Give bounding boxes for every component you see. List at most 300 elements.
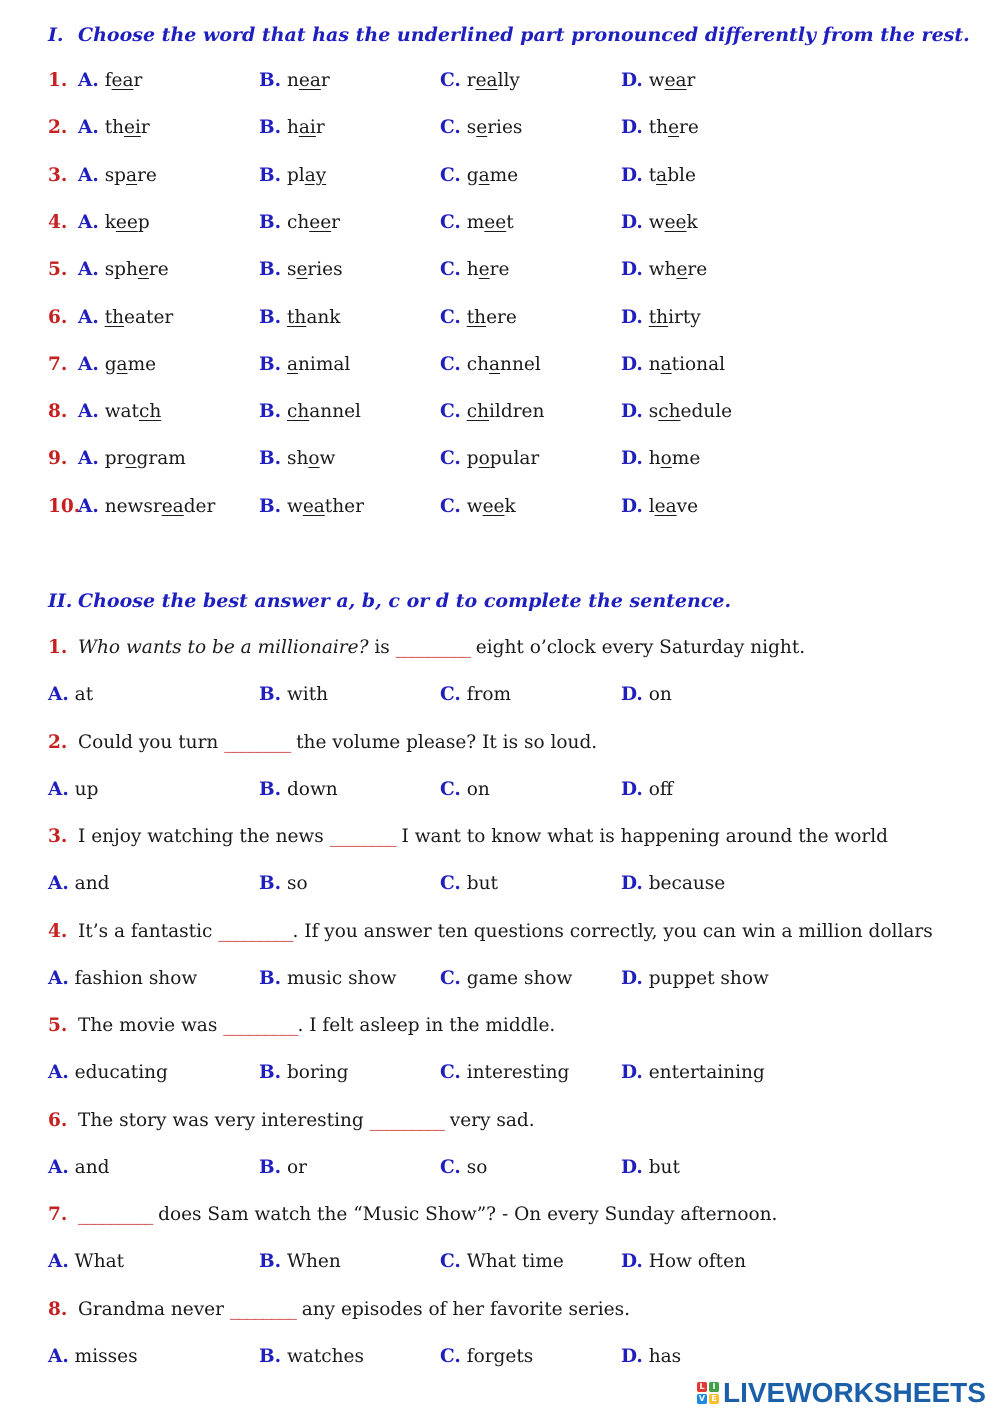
answer-option[interactable]	[440, 401, 544, 422]
option-letter: C.	[440, 211, 461, 233]
answer-option[interactable]	[440, 1346, 533, 1367]
answer-option[interactable]	[48, 1157, 109, 1178]
question-number: 5.	[48, 259, 68, 281]
logo-mark-l: L	[697, 1382, 707, 1392]
option-text: so	[460, 1156, 488, 1178]
option-letter: C.	[440, 117, 461, 139]
question-row	[0, 117, 1000, 147]
option-letter: A.	[78, 117, 99, 139]
answer-option[interactable]	[621, 401, 732, 422]
question-after: very sad.	[443, 1109, 535, 1131]
option-letter: A.	[78, 495, 99, 517]
underlined-part: ee	[664, 211, 687, 233]
question-row	[0, 401, 1000, 431]
answer-option[interactable]	[440, 165, 518, 186]
option-letter: B.	[259, 353, 282, 375]
logo-mark-icon	[697, 1382, 719, 1404]
option-text: and	[68, 1156, 110, 1178]
option-text: has	[642, 1345, 682, 1367]
option-text-post: pular	[489, 448, 540, 470]
question-after: the volume please? It is so loud.	[290, 731, 598, 753]
question-after: I want to know what is happening around the world	[395, 826, 888, 847]
answer-option[interactable]	[440, 1062, 569, 1083]
underlined-part: ei	[124, 117, 141, 139]
option-text: from	[460, 684, 512, 706]
option-text-post: r	[315, 117, 325, 139]
question-row	[0, 165, 1000, 195]
underlined-part: o	[308, 448, 320, 470]
option-text-post: re	[679, 117, 699, 139]
answer-option[interactable]	[259, 307, 340, 328]
option-text-pre: g	[466, 164, 479, 186]
question-before: It’s a fantastic	[78, 920, 219, 942]
option-text: with	[281, 684, 329, 706]
answer-option[interactable]	[78, 448, 186, 469]
question-before: The story was very interesting	[78, 1109, 370, 1131]
option-letter: A.	[48, 1156, 69, 1178]
answer-option[interactable]	[440, 873, 498, 894]
question-number: 10.	[48, 495, 81, 517]
answer-option[interactable]	[440, 307, 517, 328]
answer-option[interactable]	[621, 259, 707, 280]
logo-text: LIVEWORKSHEETS	[723, 1377, 986, 1408]
underlined-part: ch	[466, 401, 490, 423]
option-letter: A.	[48, 778, 69, 800]
option-text-pre: wat	[104, 401, 139, 423]
answer-option[interactable]	[48, 968, 197, 989]
answer-option[interactable]	[78, 401, 161, 422]
answer-option[interactable]	[440, 117, 522, 138]
option-text-pre: s	[648, 401, 659, 423]
answer-option[interactable]	[259, 873, 308, 894]
underlined-part: e	[478, 259, 490, 281]
question-after: eight o’clock every Saturday night.	[469, 637, 806, 658]
question-before: The movie was	[78, 1015, 224, 1036]
option-text-post: t	[506, 211, 514, 233]
underlined-part: ea	[302, 495, 325, 517]
option-text-pre: m	[466, 211, 485, 233]
answer-option[interactable]	[621, 779, 673, 800]
question-row	[0, 496, 1000, 526]
answer-option[interactable]	[78, 354, 156, 375]
option-text-pre: n	[286, 70, 299, 91]
option-letter: D.	[621, 70, 643, 91]
option-text-pre: sph	[104, 259, 138, 281]
option-text-pre: newsr	[104, 495, 162, 517]
option-letter: B.	[259, 1156, 282, 1178]
underlined-part: ch	[658, 401, 681, 423]
answer-option[interactable]	[259, 117, 325, 138]
question-after: does Sam watch the “Music Show”? - On every Sunday afternoon.	[152, 1204, 778, 1225]
option-text: misses	[68, 1345, 138, 1367]
section1-roman: I.	[48, 24, 64, 46]
answer-option[interactable]	[440, 684, 511, 705]
option-text-pre: k	[104, 211, 116, 233]
option-letter: D.	[621, 401, 643, 423]
option-letter: D.	[621, 495, 643, 517]
question-text	[78, 1299, 630, 1320]
option-text-post: annel	[309, 401, 361, 423]
answer-blank[interactable]: _________	[369, 1109, 444, 1131]
option-text-pre: pr	[104, 448, 126, 470]
option-text: music show	[281, 967, 397, 989]
option-letter: C.	[440, 684, 461, 706]
question-text	[78, 1015, 555, 1036]
option-text: When	[281, 1251, 341, 1273]
answer-option[interactable]	[621, 212, 698, 233]
answer-option[interactable]	[78, 70, 142, 91]
answer-option[interactable]	[621, 684, 672, 705]
option-text-pre: p	[466, 448, 479, 470]
option-letter: B.	[259, 1345, 282, 1367]
answer-option[interactable]	[259, 70, 330, 91]
answer-blank[interactable]: _________	[78, 1204, 153, 1225]
answer-option[interactable]	[621, 448, 700, 469]
section1-heading	[48, 24, 970, 46]
option-letter: B.	[259, 1062, 282, 1084]
option-letter: A.	[78, 164, 99, 186]
question-row	[0, 212, 1000, 242]
option-text-post: ve	[676, 495, 699, 517]
option-text: puppet show	[642, 967, 769, 989]
answer-option[interactable]	[440, 1251, 564, 1272]
answer-option[interactable]	[48, 684, 93, 705]
question-row	[0, 70, 1000, 100]
answer-option[interactable]	[259, 1346, 364, 1367]
underlined-part: ee	[309, 211, 332, 233]
options-row	[0, 968, 1000, 998]
answer-option[interactable]	[259, 496, 364, 517]
underlined-part: e	[476, 117, 488, 139]
question-after: any episodes of her favorite series.	[295, 1298, 630, 1320]
option-letter: D.	[621, 1345, 643, 1367]
option-text: but	[460, 873, 498, 895]
underlined-part: a	[660, 353, 672, 375]
option-letter: C.	[440, 1251, 461, 1273]
answer-option[interactable]	[259, 684, 328, 705]
option-text-post: lly	[497, 70, 520, 91]
option-text-post: re	[489, 259, 510, 281]
option-letter: B.	[259, 211, 282, 233]
underlined-part: th	[648, 306, 669, 328]
option-letter: C.	[440, 1062, 461, 1084]
option-letter: D.	[621, 967, 643, 989]
option-text-pre: s	[466, 117, 477, 139]
option-letter: A.	[48, 684, 69, 706]
option-letter: B.	[259, 164, 282, 186]
answer-option[interactable]	[78, 259, 169, 280]
option-text-pre: h	[466, 259, 479, 281]
question-number: 1.	[48, 637, 68, 658]
options-row	[0, 1062, 1000, 1092]
answer-option[interactable]	[621, 873, 725, 894]
option-letter: D.	[621, 211, 643, 233]
option-letter: B.	[259, 70, 282, 91]
underlined-part: ay	[304, 164, 327, 186]
question-number: 1.	[48, 70, 68, 91]
answer-option[interactable]	[621, 165, 696, 186]
question-after: . I felt asleep in the middle.	[297, 1015, 556, 1036]
option-text-post: ries	[487, 117, 523, 139]
option-letter: C.	[440, 448, 461, 470]
option-letter: C.	[440, 164, 461, 186]
option-text: off	[642, 778, 673, 800]
question-text	[78, 732, 597, 753]
option-text-pre: r	[466, 70, 476, 91]
answer-option[interactable]	[48, 1251, 124, 1272]
option-letter: B.	[259, 448, 282, 470]
option-letter: C.	[440, 70, 461, 91]
option-letter: B.	[259, 306, 282, 328]
answer-blank[interactable]: ________	[224, 731, 291, 753]
option-letter: C.	[440, 259, 461, 281]
liveworksheets-logo	[697, 1378, 986, 1408]
option-text-post: ble	[667, 164, 696, 186]
answer-option[interactable]	[621, 496, 698, 517]
section1-title: Choose the word that has the underlined part pronounced differently from the rest.	[78, 24, 970, 46]
answer-blank[interactable]: _________	[395, 637, 470, 658]
option-letter: A.	[48, 1062, 69, 1084]
answer-option[interactable]	[48, 873, 109, 894]
option-letter: D.	[621, 164, 643, 186]
underlined-part: ea	[298, 70, 321, 91]
answer-option[interactable]	[440, 448, 539, 469]
question-row	[0, 637, 1000, 667]
answer-option[interactable]	[259, 1251, 341, 1272]
answer-option[interactable]	[259, 779, 338, 800]
question-row	[0, 307, 1000, 337]
answer-option[interactable]	[259, 354, 350, 375]
option-text-pre: n	[648, 353, 661, 375]
answer-option[interactable]	[78, 117, 150, 138]
option-text-pre: s	[286, 259, 297, 281]
answer-option[interactable]	[259, 968, 396, 989]
option-text-post: r	[133, 70, 143, 91]
option-text-post: irty	[668, 306, 701, 328]
option-text-post: ther	[324, 495, 364, 517]
option-text-pre: wh	[648, 259, 677, 281]
question-text	[78, 826, 888, 847]
option-letter: A.	[48, 1345, 69, 1367]
question-number: 7.	[48, 353, 68, 375]
option-text: How often	[642, 1251, 746, 1273]
option-text-pre: f	[104, 70, 112, 91]
underlined-part: o	[660, 448, 672, 470]
underlined-part: a	[489, 353, 501, 375]
answer-option[interactable]	[259, 1157, 307, 1178]
logo-mark-i: I	[709, 1382, 719, 1392]
answer-option[interactable]	[621, 1346, 681, 1367]
question-number: 4.	[48, 920, 68, 942]
answer-option[interactable]	[259, 1062, 348, 1083]
answer-option[interactable]	[621, 354, 725, 375]
option-letter: C.	[440, 495, 461, 517]
answer-option[interactable]	[440, 968, 572, 989]
question-after: . If you answer ten questions correctly, you can win a million dollars	[292, 920, 933, 942]
option-text-post: k	[686, 211, 698, 233]
option-text: watches	[281, 1345, 364, 1367]
option-text-post: re	[687, 259, 708, 281]
option-text-pre: l	[648, 495, 655, 517]
section2-heading	[48, 590, 731, 612]
underlined-part: o	[125, 448, 137, 470]
option-text: on	[460, 778, 490, 800]
question-row	[0, 1110, 1000, 1140]
answer-blank[interactable]: ________	[229, 1298, 296, 1320]
underlined-part: ea	[111, 70, 134, 91]
question-text	[78, 921, 933, 942]
option-text-pre: sh	[286, 448, 309, 470]
option-letter: B.	[259, 259, 282, 281]
underlined-part: ee	[115, 211, 138, 233]
option-letter: C.	[440, 967, 461, 989]
option-text: up	[68, 778, 99, 800]
option-text-post: der	[183, 495, 216, 517]
answer-option[interactable]	[440, 259, 509, 280]
option-text: at	[68, 684, 94, 706]
question-row	[0, 354, 1000, 384]
option-text-pre: ch	[466, 353, 490, 375]
option-letter: C.	[440, 306, 461, 328]
answer-option[interactable]	[621, 1062, 765, 1083]
question-number: 2.	[48, 731, 68, 753]
option-text: and	[68, 873, 110, 895]
option-letter: B.	[259, 778, 282, 800]
answer-option[interactable]	[621, 117, 699, 138]
answer-option[interactable]	[259, 212, 340, 233]
question-number: 6.	[48, 306, 68, 328]
option-text-post: gram	[136, 448, 186, 470]
option-letter: C.	[440, 778, 461, 800]
option-text-post: me	[489, 164, 519, 186]
underlined-part: o	[478, 448, 490, 470]
section2-title: Choose the best answer a, b, c or d to complete the sentence.	[78, 590, 732, 612]
option-text-post: me	[671, 448, 701, 470]
options-row	[0, 873, 1000, 903]
answer-option[interactable]	[621, 1157, 680, 1178]
option-text-post: p	[137, 211, 150, 233]
logo-mark-e: E	[709, 1394, 719, 1404]
underlined-part: ee	[482, 495, 505, 517]
question-row	[0, 921, 1000, 951]
option-text: but	[642, 1156, 680, 1178]
question-number: 3.	[48, 826, 68, 847]
option-text-pre: h	[286, 117, 299, 139]
question-number: 2.	[48, 117, 68, 139]
option-text-post: r	[331, 211, 340, 233]
question-text	[78, 1204, 777, 1225]
question-row	[0, 448, 1000, 478]
option-letter: B.	[259, 967, 282, 989]
question-number: 8.	[48, 1298, 68, 1320]
option-text: down	[281, 778, 338, 800]
option-letter: A.	[48, 967, 69, 989]
answer-option[interactable]	[621, 70, 695, 91]
option-text-pre: w	[648, 211, 665, 233]
answer-option[interactable]	[259, 448, 335, 469]
answer-option[interactable]	[621, 307, 701, 328]
answer-option[interactable]	[78, 307, 173, 328]
option-text-pre: w	[286, 495, 303, 517]
answer-option[interactable]	[440, 496, 516, 517]
underlined-part: ai	[298, 117, 316, 139]
option-letter: D.	[621, 259, 643, 281]
option-letter: A.	[78, 211, 99, 233]
answer-option[interactable]	[621, 1251, 746, 1272]
option-letter: C.	[440, 1345, 461, 1367]
answer-option[interactable]	[259, 401, 361, 422]
answer-option[interactable]	[48, 779, 98, 800]
underlined-part: ea	[475, 70, 498, 91]
answer-option[interactable]	[440, 212, 514, 233]
option-text-post: re	[148, 259, 169, 281]
question-number: 3.	[48, 164, 68, 186]
answer-option[interactable]	[440, 779, 490, 800]
option-text: entertaining	[642, 1062, 765, 1084]
option-text-pre: t	[648, 164, 657, 186]
question-number: 9.	[48, 448, 68, 470]
answer-blank[interactable]: ________	[329, 826, 396, 847]
option-letter: B.	[259, 684, 282, 706]
underlined-part: ea	[664, 70, 687, 91]
option-text-post: w	[319, 448, 336, 470]
answer-option[interactable]	[621, 968, 769, 989]
option-text-post: r	[140, 117, 150, 139]
option-text-pre: pl	[286, 164, 305, 186]
answer-option[interactable]	[259, 165, 326, 186]
option-letter: B.	[259, 873, 282, 895]
underlined-part: a	[286, 353, 298, 375]
option-text-pre: h	[648, 448, 661, 470]
question-before: I enjoy watching the news	[78, 826, 330, 847]
answer-option[interactable]	[259, 259, 343, 280]
option-letter: D.	[621, 1062, 643, 1084]
question-row	[0, 826, 1000, 856]
answer-option[interactable]	[78, 165, 157, 186]
underlined-part: ch	[139, 401, 162, 423]
answer-option[interactable]	[48, 1062, 168, 1083]
answer-option[interactable]	[78, 212, 150, 233]
option-letter: A.	[48, 873, 69, 895]
answer-blank[interactable]: _________	[223, 1015, 298, 1036]
answer-option[interactable]	[48, 1346, 138, 1367]
answer-option[interactable]	[440, 1157, 487, 1178]
option-text-post: ries	[307, 259, 343, 281]
answer-option[interactable]	[440, 70, 520, 91]
option-letter: A.	[78, 306, 99, 328]
option-letter: D.	[621, 353, 643, 375]
underlined-part: ea	[161, 495, 184, 517]
option-text-pre: th	[648, 117, 669, 139]
option-letter: C.	[440, 873, 461, 895]
answer-option[interactable]	[440, 354, 541, 375]
option-text: What	[68, 1251, 125, 1273]
answer-blank[interactable]: _________	[218, 920, 293, 942]
option-letter: D.	[621, 306, 643, 328]
underlined-part: th	[104, 306, 125, 328]
option-text-post: re	[137, 164, 157, 186]
underlined-part: e	[296, 259, 308, 281]
option-text-pre: sp	[104, 164, 127, 186]
options-row	[0, 1157, 1000, 1187]
option-text-post: nimal	[298, 353, 351, 375]
answer-option[interactable]	[78, 496, 215, 517]
question-number: 8.	[48, 401, 68, 423]
option-letter: A.	[78, 70, 99, 91]
option-letter: C.	[440, 353, 461, 375]
option-text-post: ere	[486, 306, 517, 328]
option-letter: C.	[440, 1156, 461, 1178]
